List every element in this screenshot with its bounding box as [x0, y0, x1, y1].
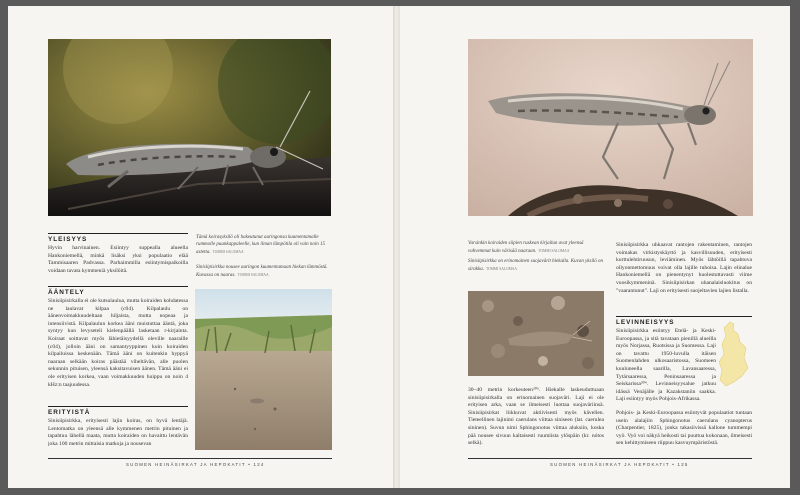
caption-1-credit: TOMMI SALOMAA: [212, 249, 244, 254]
right-footer-text: SUOMEN HEINÄSIRKAT JA HEPOKATIT • 125: [550, 462, 689, 467]
grasshopper-photo-top-right: [468, 39, 753, 216]
section-text-special: Sinisiipisirkka, erityisesti lajin koiras, on hyvä lentäjä. Lentomatka on yleensä alle kymmenen metrin pituinen ja tapahtuu lähellä maata, mutta koiraiden on havaittu lentävän joka 100 metrin mittaisia matkoja ja nousevan: [48, 418, 188, 447]
section-heading-frequency: YLEISYYS: [48, 233, 188, 243]
camouflage-photo: [468, 291, 604, 376]
right-footer-rule: [468, 458, 752, 459]
photo-caption-2: [196, 265, 331, 280]
section-heading-distribution: LEVINNEISYYS: [616, 316, 752, 326]
section-heading-sound: ÄÄNTELY: [48, 286, 188, 296]
habitat-photo-sand: [195, 289, 332, 450]
caption-2-credit: TOMMI SALOMAA: [237, 272, 269, 277]
right-page: [400, 6, 790, 488]
left-footer-text: SUOMEN HEINÄSIRKAT JA HEPOKATIT • 124: [126, 462, 265, 467]
section-text-frequency: Hyvin harvinainen. Esiintyy suppealla alueella Hankoniemellä, minkä lisäksi yksi populaatio elää Tammisaaren Padvassa. Parhaimmilla esiintymispaikoilla voidaan tavata kymmeniä yksilöitä.: [48, 245, 188, 274]
section-text-distribution-2: Pohjois- ja Keski-Euroopassa esiintyvät populaatiot tuntaan usein alalajiin Sphingonotus caerulans cyanopterus (Charpentier, 1825), jonka takasiivissä kallone tummempi vyö. Vyö voi näkyä heikosti tai puuttua kokonaan, ilmeisesti sen kehittymiseen riippuu kasvuympäristöstä.: [616, 410, 752, 447]
text-threats: Sinisiipisirkka uhkaavat rantojen rakentaminen, rantojen voimakas virkistyskäyttö ja kasvillisuuden, erityisesti kurttulehtiruusun, leviäminen. Myös lähtöillä tapahtuva ollyonmettomuus voivat olla lajille tuhoisa. Lajin elinalue Hankoniemellä on pienentynyt huolestuttavasti viime vuosikymmeninä. Sinisiipisirkan uhanalaisluokitus on "vaarantunut". Laji on erityisesti suojeltavien lajien listalla.: [616, 242, 752, 294]
section-text-distribution: Sinisiipisirkka esiintyy Etelä- ja Keski-Euroopassa, ja sitä tavataan pienillä alueilla myös Norjassa, Ruotsissa ja Suomessa. Laji on tavattu 1950-luvulla itäisen Suomenlahden ulkosaaristossa, Suomeen kuuluneella saarilla, Lavansaaressa, Tytärsaaressa, Peninsaaressa ja Seiskarissa²⁰⁴. Levinneisyysalue jatkuu idässä Venäjälle ja Kazakstaniin saakka. Laji esiintyy myös Pohjois-Afrikassa.: [616, 328, 716, 403]
section-text-sound: Sinisiipisirkalla ei ole kutsulaulua, mutta koiraiden kohdatessa ne laulavat kilpaa (c04). Kilpalaulu on äänenvoimakkuudeltaan hiljaista, mutta nopeaa ja intensiivistä. Kilpalaulun korkea ääni muistuttaa ääntä, joka syntyy kun levyseteli kielenpäällä lasketaan r-kirjainta. Koiraat soittavat myös lähietäisyydellä oleville naaraille (c04), jolloin ääni on samantyyppinen kuin koiraiden kilpailuissa keskenään. Tämä ääni on kuitenkin hyppyä naaraan selkään koiras päästää viheltävän, alle puolen sekunnin pituisen, yleensä kaksitavuisen äänen. Tämä ääni ei ole erityisen korkea, vaan voimakkuuden huippu on noin 4 kHz:n taajuudessa.: [48, 298, 188, 388]
section-heading-special: ERITYISTÄ: [48, 406, 188, 416]
finland-distribution-map: [716, 320, 752, 390]
photo-caption-1: [196, 235, 331, 256]
caption-3-credit: TOMMI SALOMAA: [538, 248, 570, 253]
caption-3-text: Varsinkin koiraiden siipien ruskean kirjailun avat yleensä vahvemmat kuin värisää naaraan.: [468, 241, 584, 254]
left-page: [8, 6, 393, 488]
caption-1-text: Tämä koirasyksilö oli hakeutunut auringonsa kuumentamalle rummolle puunkappaleelle, kun ilman lämpötila oli vain noin 15 astetta.: [196, 235, 326, 255]
grasshopper-photo-top-left: [48, 39, 331, 216]
photo-caption-3: [468, 241, 603, 256]
caption-2-text: Sinisiipisirkka nousee auringon kuumentamaan hiekan lämmöstä. Kuvassa on naaras.: [196, 265, 328, 278]
left-footer-rule: [48, 458, 332, 459]
caption-4-text: Sinisiipisirkka on erinomainen suojavärit hiekalla. Kuvan yksilö on sirakka.: [468, 259, 603, 272]
book-gutter: [393, 6, 400, 488]
photo-caption-4: [468, 259, 603, 274]
caption-4-credit: TOMMI SALOMAA: [485, 266, 517, 271]
text-column-left: 30–40 metrin korkeuteen²⁰³. Hiekalle laskeuduttuaan sinisiipisirkalla on erinomainen suojaväri. Laji ei ole erityisen arka, vaan se ilmeisesti luottaa suojaväriinsä. Sinisiipisirkat liikkuvat aktiivisesti myös kävellen. Tieteellinen lajinimi caerulans viittaa siniseen (lat. caerulea sininen). Suvun nimi Sphingonotus viittaa aluksiin, koska pää nousee sivuun kaltaisesti ruumiista ylöspäin (kr. nótos selkä).: [468, 387, 604, 447]
